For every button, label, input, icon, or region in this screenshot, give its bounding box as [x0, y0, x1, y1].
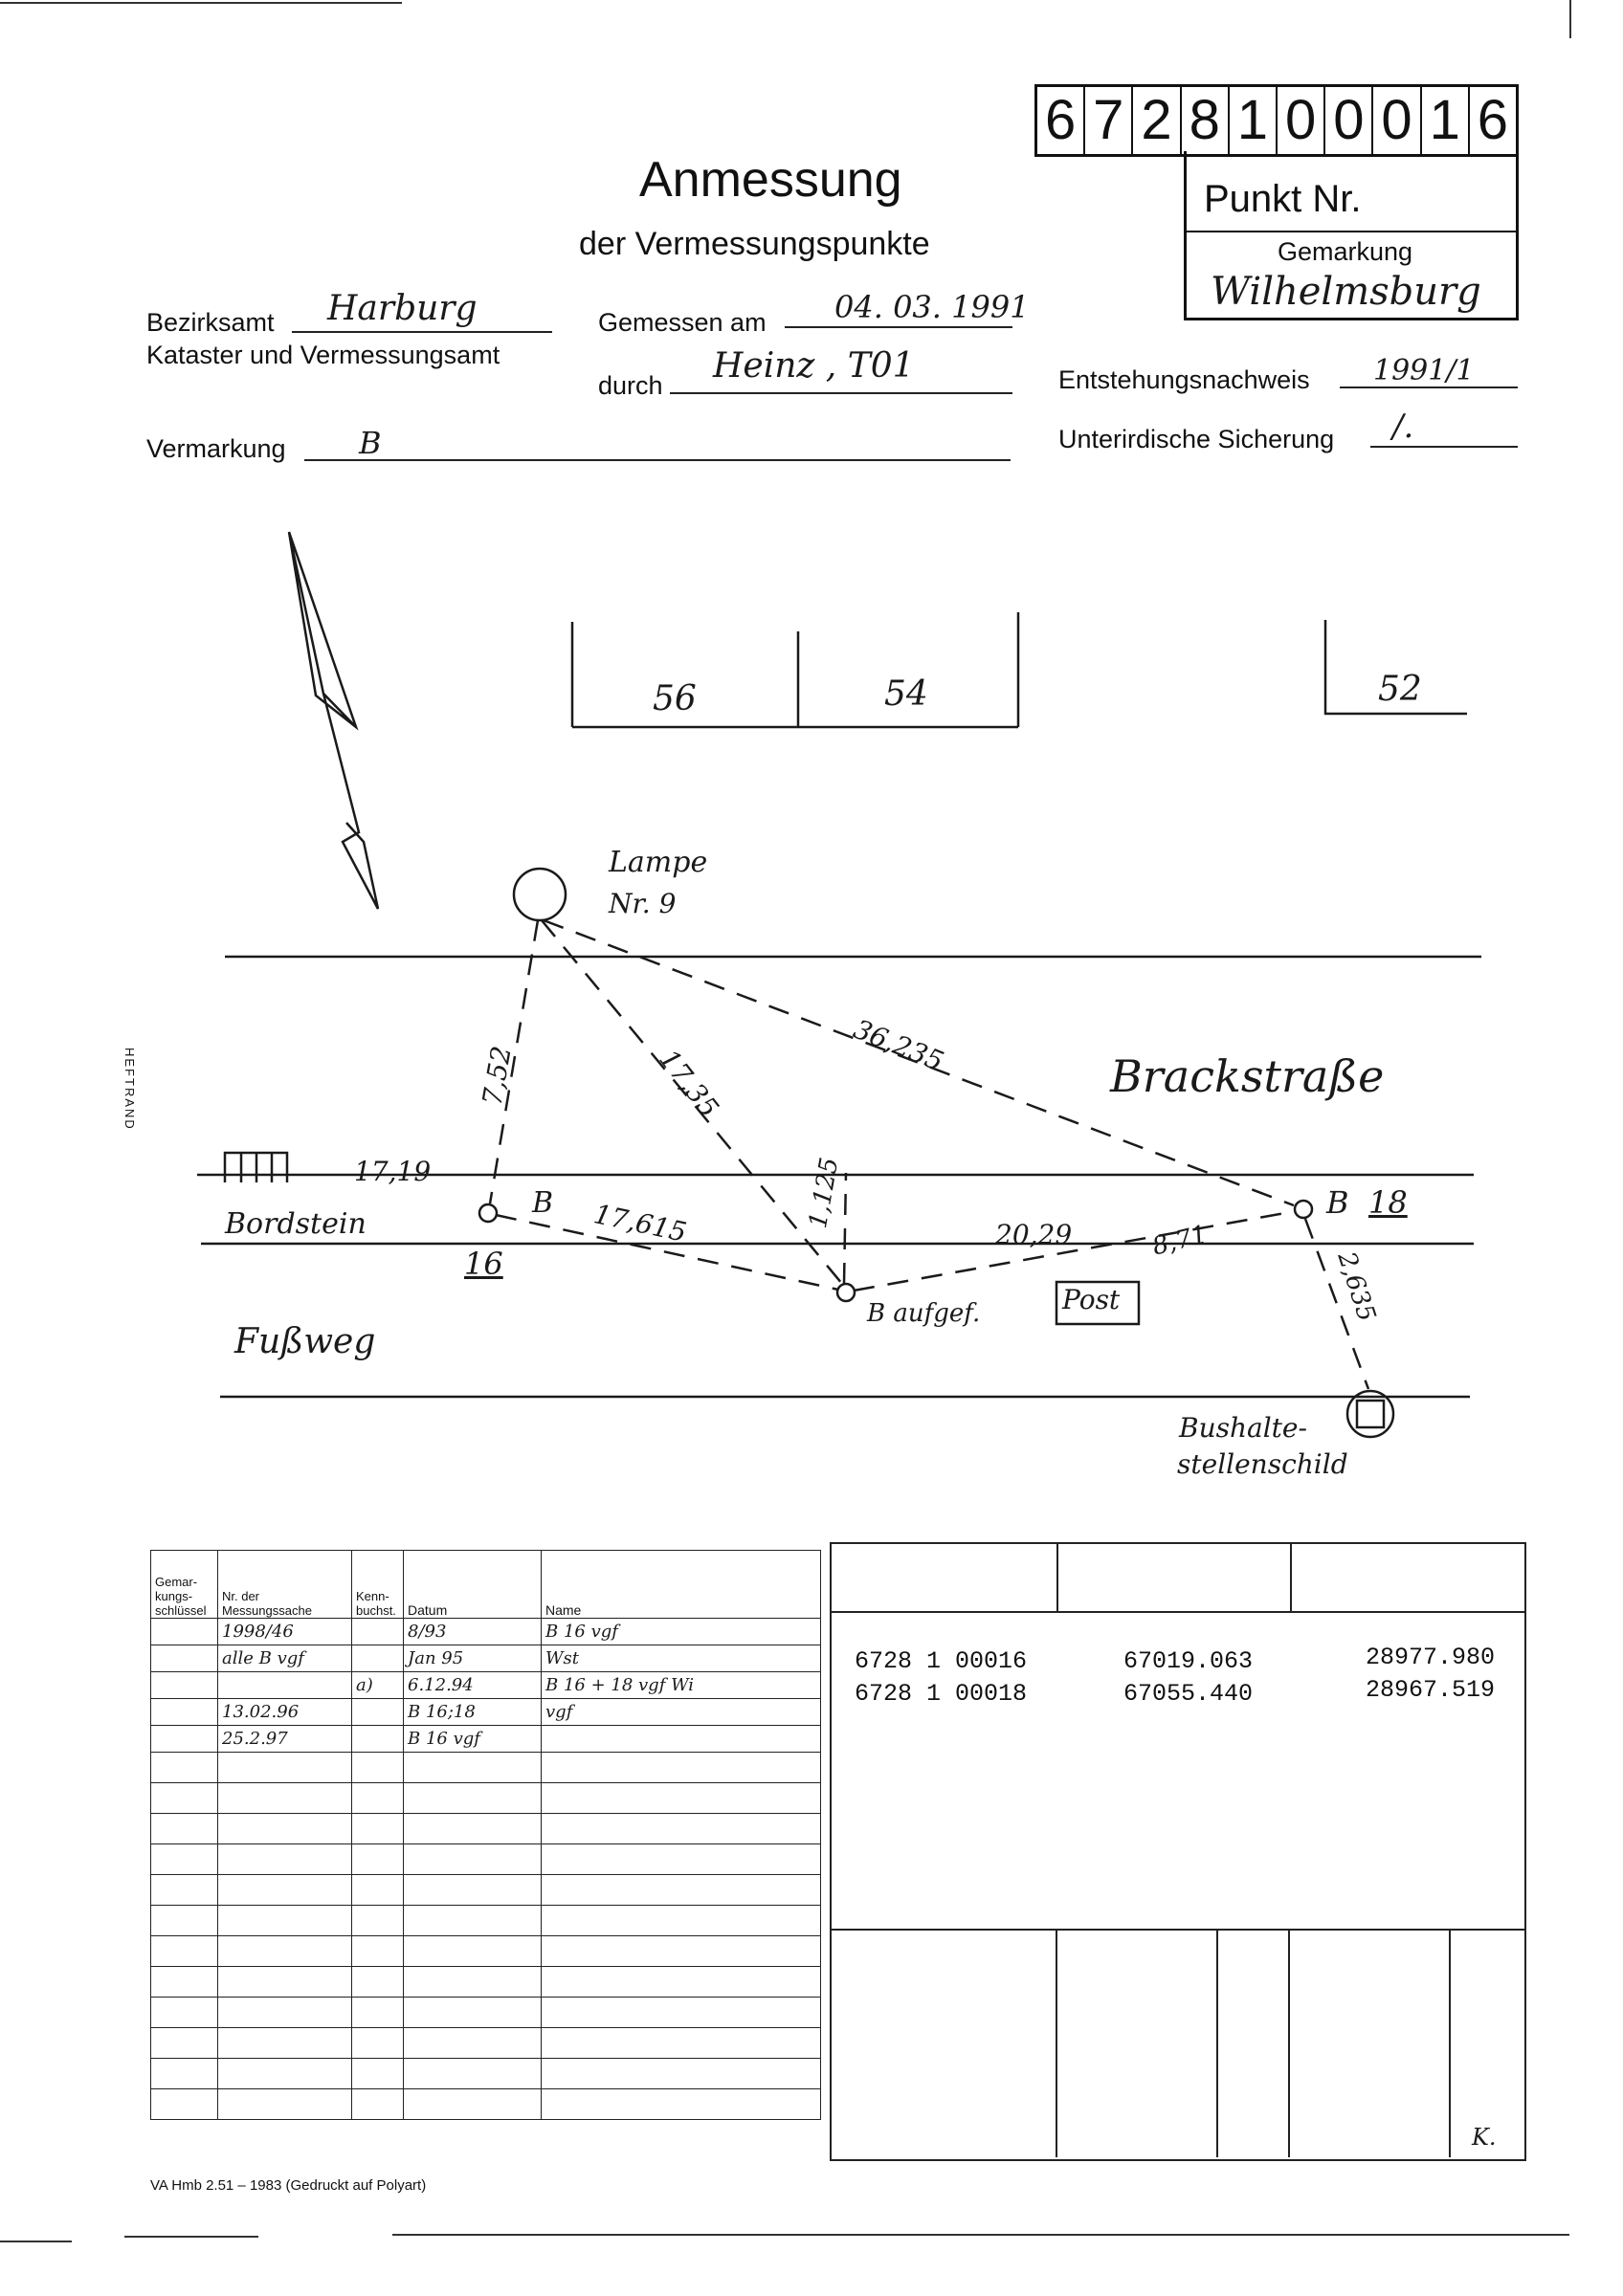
cell — [151, 1814, 218, 1844]
coord-row-1-id: 6728 1 00016 — [855, 1647, 1028, 1675]
header-messungssache: Nr. der Messungssache — [218, 1551, 352, 1619]
cell — [404, 1936, 542, 1967]
cell — [404, 2028, 542, 2059]
point-b-left: B — [532, 1186, 554, 1220]
footer-note: VA Hmb 2.51 – 1983 (Gedruckt auf Polyart) — [150, 2177, 427, 2194]
cell — [352, 1783, 404, 1814]
cell — [218, 1672, 352, 1699]
cell — [542, 2028, 821, 2059]
table-row — [151, 1645, 821, 1672]
gemarkung-label: Gemarkung — [1278, 237, 1413, 266]
measure-17-19: 17,19 — [354, 1156, 432, 1187]
coord-row-2-x: 67055.440 — [1123, 1680, 1254, 1708]
survey-point-16-icon — [479, 1204, 497, 1222]
punkt-digit: 1 — [1422, 87, 1470, 154]
cell — [542, 1726, 821, 1753]
cell — [542, 1875, 821, 1906]
gemessen-value: 04. 03. 1991 — [834, 289, 1030, 325]
bus-label-2: stellenschild — [1177, 1448, 1348, 1480]
durch-value: Heinz , T01 — [713, 346, 915, 386]
dash-mid-up — [844, 1173, 846, 1284]
header-datum: Datum — [404, 1551, 542, 1619]
coord-row-1-y: 28977.980 — [1366, 1644, 1496, 1671]
table-header-row — [151, 1551, 821, 1619]
punkt-digit: 0 — [1325, 87, 1373, 154]
cell: 25.2.97 — [218, 1726, 352, 1753]
cell — [542, 2059, 821, 2089]
cell — [542, 1998, 821, 2028]
punkt-digit: 0 — [1373, 87, 1421, 154]
cell — [218, 1814, 352, 1844]
cell — [218, 1753, 352, 1783]
cell — [352, 1844, 404, 1875]
house-number-52: 52 — [1378, 670, 1422, 709]
cell — [218, 1998, 352, 2028]
cell — [151, 2059, 218, 2089]
header-name: Name — [542, 1551, 821, 1619]
cell — [352, 1699, 404, 1726]
cell — [151, 2089, 218, 2120]
cell — [542, 1936, 821, 1967]
cell — [218, 1936, 352, 1967]
form-subtitle: der Vermessungspunkte — [579, 226, 930, 262]
cell — [542, 1814, 821, 1844]
bottom-rule — [0, 2241, 72, 2242]
entstehung-label: Entstehungsnachweis — [1058, 365, 1310, 394]
table-row — [151, 1936, 821, 1967]
table-row — [151, 1619, 821, 1645]
survey-point-mid-icon — [837, 1284, 855, 1301]
cell — [218, 1844, 352, 1875]
cell — [542, 1844, 821, 1875]
gemessen-label: Gemessen am — [598, 308, 767, 337]
lampe-label: Lampe — [609, 846, 708, 879]
table-row — [151, 1699, 821, 1726]
table-row — [151, 1783, 821, 1814]
bezirksamt-label: Bezirksamt — [146, 308, 275, 337]
coordinate-lower-grid — [830, 1928, 1524, 2159]
table-row — [151, 2028, 821, 2059]
cell: 6.12.94 — [404, 1672, 542, 1699]
cell — [218, 2059, 352, 2089]
measure-8-71: 8,71 — [1149, 1220, 1211, 1262]
cell: Wst — [542, 1645, 821, 1672]
measure-17-35: 17,35 — [653, 1043, 725, 1124]
cell — [218, 1906, 352, 1936]
lampe-nr-label: Nr. 9 — [609, 888, 677, 919]
lamp-icon — [514, 869, 566, 920]
cell — [151, 1998, 218, 2028]
cell — [218, 2028, 352, 2059]
cell: vgf — [542, 1699, 821, 1726]
punkt-digit: 7 — [1085, 87, 1133, 154]
cell: B 16 + 18 vgf Wi — [542, 1672, 821, 1699]
header-gemarkungsschluessel: Gemar- kungs- schlüssel — [151, 1551, 218, 1619]
cell — [352, 1645, 404, 1672]
cell — [404, 2089, 542, 2120]
table-row — [151, 1967, 821, 1998]
coord-row-2-id: 6728 1 00018 — [855, 1680, 1028, 1708]
gemarkung-value: Wilhelmsburg — [1211, 270, 1481, 314]
measure-20-29: 20,29 — [995, 1219, 1073, 1250]
cell — [151, 1672, 218, 1699]
cell — [352, 2028, 404, 2059]
initials: K. — [1472, 2124, 1497, 2151]
street-name: Brackstraße — [1110, 1050, 1385, 1102]
cell — [151, 1875, 218, 1906]
cell — [352, 1936, 404, 1967]
post-label: Post — [1062, 1284, 1121, 1315]
fussweg-label: Fußweg — [234, 1322, 376, 1361]
cell — [352, 2089, 404, 2120]
bordstein-label: Bordstein — [225, 1207, 367, 1241]
cell: 8/93 — [404, 1619, 542, 1645]
cell — [404, 1967, 542, 1998]
cell — [542, 2089, 821, 2120]
cell — [404, 1906, 542, 1936]
cell — [218, 1783, 352, 1814]
cell — [404, 2059, 542, 2089]
vermarkung-label: Vermarkung — [146, 434, 286, 463]
cell — [151, 1783, 218, 1814]
cell — [352, 1753, 404, 1783]
table-row — [151, 1726, 821, 1753]
cell — [218, 2089, 352, 2120]
measure-36-235: 36,235 — [849, 1012, 948, 1078]
table-row — [151, 1814, 821, 1844]
table-row — [151, 1753, 821, 1783]
measure-2-635: 2,635 — [1331, 1247, 1381, 1326]
table-row — [151, 1906, 821, 1936]
cell — [542, 1753, 821, 1783]
punkt-digit: 1 — [1230, 87, 1278, 154]
cell — [352, 1998, 404, 2028]
cell — [151, 1906, 218, 1936]
house-number-56: 56 — [653, 679, 697, 718]
coord-row-2-y: 28967.519 — [1366, 1676, 1496, 1704]
bottom-rule — [392, 2234, 1569, 2236]
punkt-digit: 6 — [1477, 89, 1509, 151]
cell: a) — [352, 1672, 404, 1699]
dash-mid-18 — [854, 1211, 1296, 1291]
survey-point-18-icon — [1295, 1201, 1312, 1218]
bus-label-1: Bushalte- — [1179, 1412, 1307, 1444]
table-row — [151, 2089, 821, 2120]
cell — [542, 1967, 821, 1998]
cell — [151, 1619, 218, 1645]
point-18-label: 18 — [1368, 1184, 1408, 1221]
table-row — [151, 1875, 821, 1906]
punkt-digit: 2 — [1133, 87, 1181, 154]
cell — [151, 1844, 218, 1875]
cell — [151, 1967, 218, 1998]
cell — [404, 1998, 542, 2028]
cell — [404, 1844, 542, 1875]
punkt-digit: 6 — [1037, 87, 1085, 154]
bottom-rule — [124, 2236, 258, 2238]
point-b-right: B — [1326, 1184, 1349, 1221]
table-row — [151, 1672, 821, 1699]
cell — [151, 1726, 218, 1753]
coord-row-1-x: 67019.063 — [1123, 1647, 1254, 1675]
cell — [151, 1753, 218, 1783]
punkt-digit: 8 — [1182, 87, 1230, 154]
kataster-label: Kataster und Vermessungsamt — [146, 341, 500, 369]
entstehung-value: 1991/1 — [1373, 354, 1475, 387]
north-arrow-icon — [289, 532, 356, 727]
cell — [151, 1699, 218, 1726]
cell — [404, 1783, 542, 1814]
cell — [352, 1814, 404, 1844]
cell — [352, 1967, 404, 1998]
point-b-mid: B aufgef. — [867, 1299, 981, 1328]
cell: B 16 vgf — [404, 1726, 542, 1753]
cell — [352, 1619, 404, 1645]
header-kennbuchst: Kenn- buchst. — [352, 1551, 404, 1619]
table-row — [151, 1998, 821, 2028]
empty-rows — [151, 1753, 821, 2120]
bezirksamt-value: Harburg — [327, 289, 478, 328]
building-outline — [572, 612, 1018, 727]
cell — [404, 1814, 542, 1844]
cell — [404, 1753, 542, 1783]
cell — [404, 1875, 542, 1906]
punkt-label: Punkt Nr. — [1204, 178, 1362, 220]
coordinate-col-line — [1056, 1542, 1058, 1611]
cell: alle B vgf — [218, 1645, 352, 1672]
cell: 13.02.96 — [218, 1699, 352, 1726]
cell — [151, 1645, 218, 1672]
cell — [352, 1906, 404, 1936]
cell — [218, 1967, 352, 1998]
coordinate-col-line — [1290, 1542, 1292, 1611]
cell — [352, 1875, 404, 1906]
cell — [542, 1906, 821, 1936]
vermarkung-value: B — [359, 425, 382, 461]
punkt-digit: 0 — [1278, 87, 1325, 154]
unterirdisch-value: /. — [1392, 408, 1414, 446]
cell: 1998/46 — [218, 1619, 352, 1645]
form-title: Anmessung — [639, 152, 902, 208]
table-row — [151, 1844, 821, 1875]
cell — [542, 1783, 821, 1814]
durch-label: durch — [598, 371, 663, 400]
cell — [352, 2059, 404, 2089]
cell — [151, 2028, 218, 2059]
measure-1-125: 1,125 — [803, 1155, 845, 1231]
coordinate-header-divider — [830, 1611, 1524, 1613]
cell — [352, 1726, 404, 1753]
unterirdisch-label: Unterirdische Sicherung — [1058, 425, 1335, 453]
cell: B 16;18 — [404, 1699, 542, 1726]
table-row — [151, 2059, 821, 2089]
heftrand-label: HEFTRAND — [122, 1048, 137, 1131]
measure-7-52: 7,52 — [476, 1043, 518, 1109]
house-number-54: 54 — [884, 674, 928, 714]
cell — [218, 1875, 352, 1906]
measure-17-615: 17,615 — [590, 1198, 690, 1248]
point-16-label: 16 — [464, 1246, 503, 1282]
measurement-history-table — [150, 1550, 821, 2120]
cell: B 16 vgf — [542, 1619, 821, 1645]
cell: Jan 95 — [404, 1645, 542, 1672]
cell — [151, 1936, 218, 1967]
